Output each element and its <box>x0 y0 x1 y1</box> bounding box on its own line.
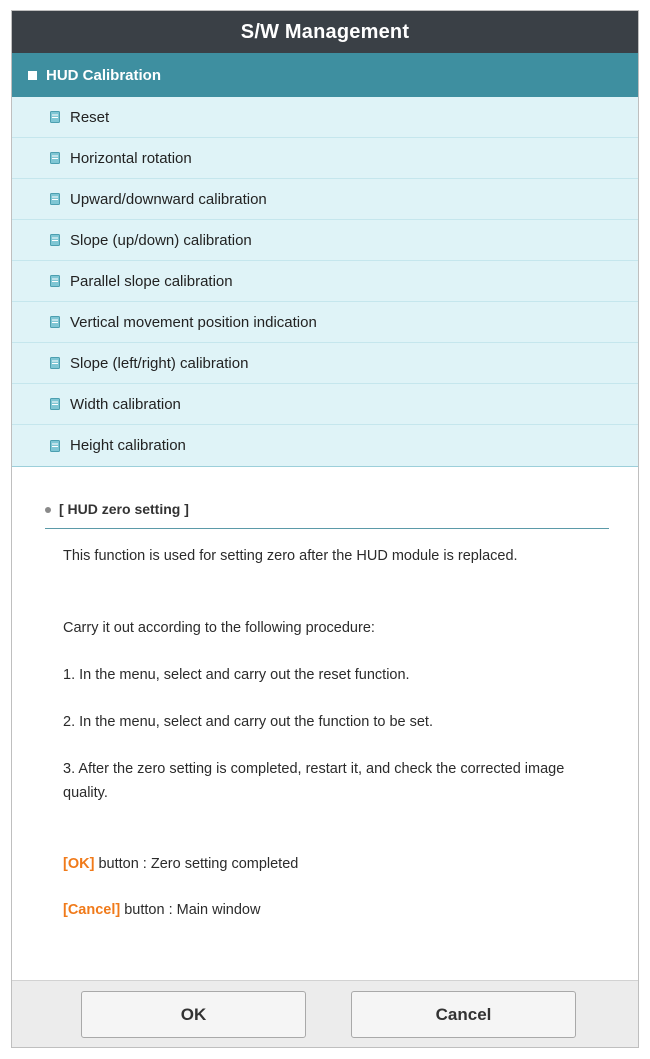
menu-item-label: Parallel slope calibration <box>70 272 233 290</box>
document-icon <box>50 111 60 123</box>
description-panel <box>12 467 638 981</box>
menu-header-label: HUD Calibration <box>46 66 162 84</box>
cancel-key-desc: button : Main window <box>120 902 261 918</box>
menu-item-label: Slope (up/down) calibration <box>70 231 252 249</box>
menu-item-vertical-movement-position-indication[interactable] <box>12 302 638 343</box>
menu-item-label: Upward/downward calibration <box>70 190 267 208</box>
ok-button[interactable]: OK <box>81 991 306 1038</box>
step-3: 3. After the zero setting is completed, restart it, and check the corrected image quality. <box>63 761 565 801</box>
step-2: 2. In the menu, select and carry out the function to be set. <box>63 714 433 730</box>
menu-item-width-calibration[interactable] <box>12 384 638 425</box>
square-bullet-icon <box>28 71 37 80</box>
menu-item-label: Slope (left/right) calibration <box>70 354 249 372</box>
document-icon <box>50 234 60 246</box>
intro-text: This function is used for setting zero after the HUD module is replaced. <box>63 548 518 564</box>
menu-item-slope-left-right-calibration[interactable] <box>12 343 638 384</box>
menu-item-label: Vertical movement position indication <box>70 313 317 331</box>
window-title: S/W Management <box>12 11 638 53</box>
menu-item-reset[interactable] <box>12 97 638 138</box>
document-icon <box>50 357 60 369</box>
ok-key-desc: button : Zero setting completed <box>94 856 299 872</box>
bullet-icon <box>45 507 51 513</box>
menu-item-horizontal-rotation[interactable] <box>12 138 638 179</box>
document-icon <box>50 316 60 328</box>
section-title <box>45 501 609 529</box>
section-title-text: [ HUD zero setting ] <box>59 501 189 517</box>
menu-item-parallel-slope-calibration[interactable] <box>12 261 638 302</box>
menu-item-height-calibration[interactable] <box>12 425 638 466</box>
procedure-heading: Carry it out according to the following procedure: <box>63 620 375 636</box>
menu-header-hud-calibration[interactable] <box>12 53 638 97</box>
menu-item-label: Width calibration <box>70 395 181 413</box>
document-icon <box>50 152 60 164</box>
menu-item-label: Horizontal rotation <box>70 149 192 167</box>
cancel-button-note <box>63 898 593 922</box>
cancel-key-label: [Cancel] <box>63 902 121 918</box>
cancel-button[interactable]: Cancel <box>351 991 576 1038</box>
ok-key-label: [OK] <box>63 856 95 872</box>
document-icon <box>50 193 60 205</box>
document-icon <box>50 398 60 410</box>
sw-management-window <box>11 10 639 1048</box>
button-bar <box>12 980 638 1047</box>
menu-item-label: Height calibration <box>70 437 186 454</box>
document-icon <box>50 275 60 287</box>
menu-list <box>12 97 638 467</box>
ok-button-note <box>63 852 593 876</box>
document-icon <box>50 440 60 452</box>
menu-item-label: Reset <box>70 108 110 126</box>
step-1: 1. In the menu, select and carry out the reset function. <box>63 667 410 683</box>
menu-item-slope-up-down-calibration[interactable] <box>12 220 638 261</box>
menu-item-upward-downward-calibration[interactable] <box>12 179 638 220</box>
